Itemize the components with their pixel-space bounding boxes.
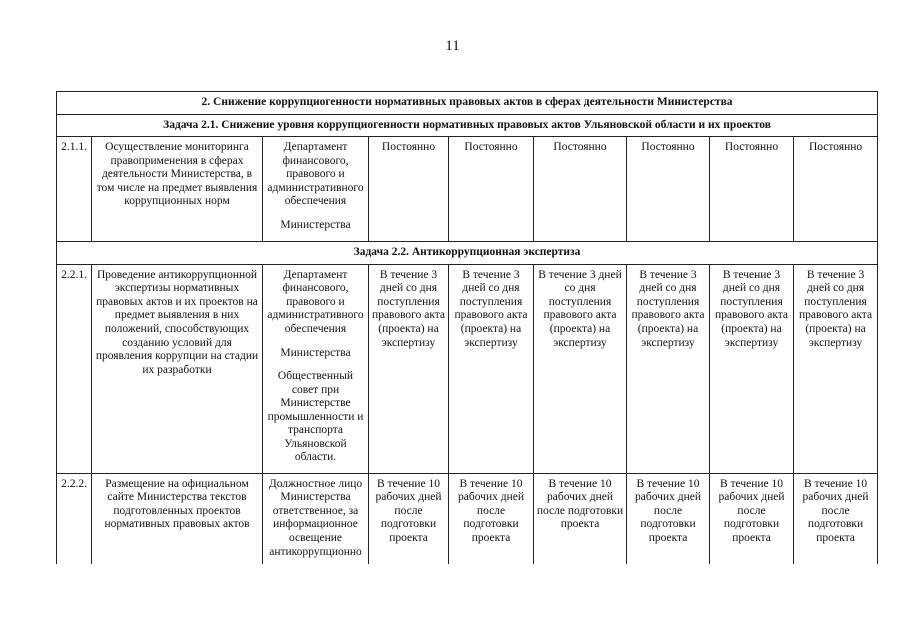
term-cell: Постоянно xyxy=(794,137,878,242)
term-cell: В течение 10 рабочих дней после подготовки проекта xyxy=(449,473,534,564)
action-cell: Размещение на официальном сайте Министерства текстов подготовленных проектов нормативных правовых актов xyxy=(92,473,263,564)
term-cell: В течение 10 рабочих дней после подготовки проекта xyxy=(627,473,710,564)
row-number: 2.2.2. xyxy=(57,473,92,564)
term-cell: В течение 10 рабочих дней после подготовки проекта xyxy=(369,473,449,564)
action-cell: Проведение антикоррупционной экспертизы нормативных правовых актов и их проектов на предмет выявления в них положений, способствующих созданию условий для проявления коррупции на стадии их разработки xyxy=(92,264,263,473)
term-cell: В течение 3 дней со дня поступления правового акта (проекта) на экспертизу xyxy=(710,264,794,473)
responsible-dept: Департамент финансового, правового и административного обеспечения xyxy=(267,268,364,335)
section-row xyxy=(57,92,878,115)
section-heading: 2. Снижение коррупциогенности нормативных правовых актов в сферах деятельности Министерства xyxy=(57,92,878,115)
term-cell: В течение 3 дней со дня поступления правового акта (проекта) на экспертизу xyxy=(449,264,534,473)
term-cell: В течение 3 дней со дня поступления правового акта (проекта) на экспертизу xyxy=(794,264,878,473)
term-cell: Постоянно xyxy=(369,137,449,242)
term-cell: В течение 10 рабочих дней после подготовки проекта xyxy=(534,473,627,564)
term-cell: Постоянно xyxy=(710,137,794,242)
term-cell: Постоянно xyxy=(534,137,627,242)
action-cell: Осуществление мониторинга правоприменения в сферах деятельности Министерства, в том числе на предмет выявления коррупционных норм xyxy=(92,137,263,242)
row-number: 2.2.1. xyxy=(57,264,92,473)
responsible-cell xyxy=(263,137,369,242)
task-row xyxy=(57,242,878,265)
term-cell: В течение 3 дней со дня поступления правового акта (проекта) на экспертизу xyxy=(627,264,710,473)
responsible-cell xyxy=(263,264,369,473)
plan-table xyxy=(56,91,878,564)
responsible-dept: Департамент финансового, правового и административного обеспечения xyxy=(267,141,364,208)
term-cell: В течение 10 рабочих дней после подготовки проекта xyxy=(794,473,878,564)
term-cell: Постоянно xyxy=(627,137,710,242)
responsible-ministry: Министерства xyxy=(280,218,351,231)
term-cell: Постоянно xyxy=(449,137,534,242)
responsible-ministry: Министерства xyxy=(280,346,351,359)
table-row xyxy=(57,264,878,473)
task-2-2-heading: Задача 2.2. Антикоррупционная экспертиза xyxy=(57,242,878,265)
table-row xyxy=(57,473,878,564)
term-cell: В течение 3 дней со дня поступления правового акта (проекта) на экспертизу xyxy=(534,264,627,473)
table-row xyxy=(57,137,878,242)
row-number: 2.1.1. xyxy=(57,137,92,242)
task-row xyxy=(57,114,878,137)
task-2-1-heading: Задача 2.1. Снижение уровня коррупциогенности нормативных правовых актов Ульяновской области и их проектов xyxy=(57,114,878,137)
responsible-cell: Должностное лицо Министерства ответственное, за информационное освещение антикоррупционно xyxy=(263,473,369,564)
term-cell: В течение 3 дней со дня поступления правового акта (проекта) на экспертизу xyxy=(369,264,449,473)
page-number: 11 xyxy=(445,38,460,54)
responsible-council: Общественный совет при Министерстве промышленности и транспорта Ульяновской области. xyxy=(267,370,364,464)
term-cell: В течение 10 рабочих дней после подготовки проекта xyxy=(710,473,794,564)
